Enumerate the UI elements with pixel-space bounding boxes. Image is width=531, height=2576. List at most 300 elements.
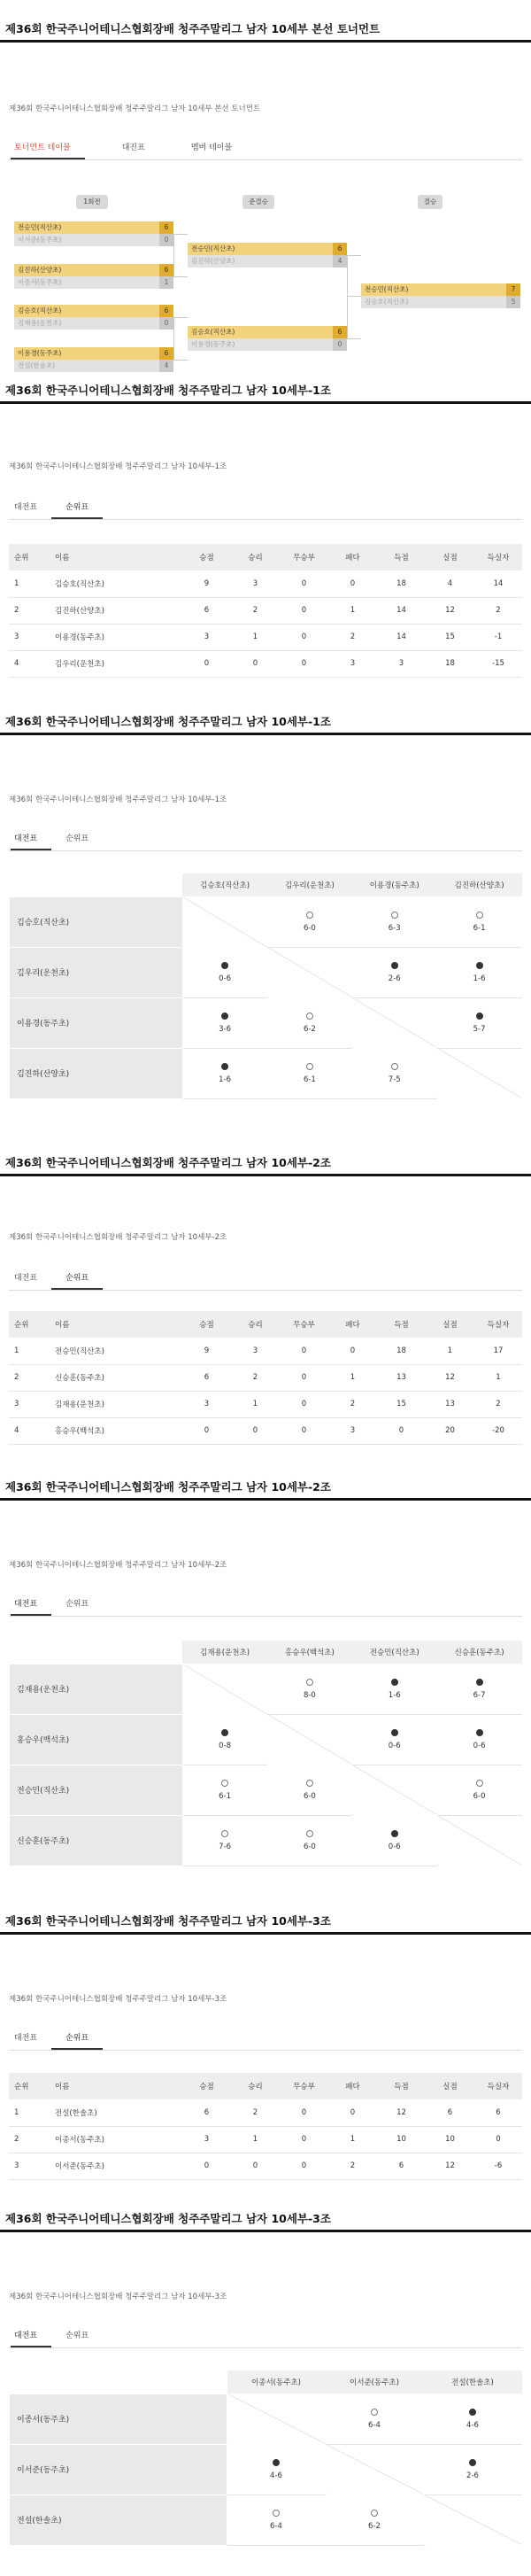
table-cell: 1 <box>328 597 377 624</box>
column-header: 득실자 <box>474 2073 522 2099</box>
table-cell: 3 <box>182 2126 231 2153</box>
table-cell: 13 <box>426 1391 474 1417</box>
table-cell: 6 <box>182 1364 231 1391</box>
win-marker-icon <box>391 912 398 919</box>
match-score: 1-6 <box>473 974 486 983</box>
group2-rank-tabs <box>0 1272 531 1291</box>
section-title: 제36회 한국주니어테니스협회장배 청주주말리그 남자 10세부 본선 토너먼트 <box>5 22 381 35</box>
table-row <box>9 650 522 677</box>
player-name: 전승민(직산초) <box>191 244 235 252</box>
table-cell: 0 <box>182 1417 231 1444</box>
win-marker-icon <box>306 1679 313 1686</box>
player-name: 이종서(동주초) <box>50 2126 182 2153</box>
tab-match-table[interactable]: 대전표 <box>14 2034 38 2043</box>
matrix-row <box>10 1815 522 1866</box>
win-marker-icon <box>476 1780 483 1787</box>
title-rule <box>0 733 531 735</box>
loss-marker-icon <box>476 1679 483 1686</box>
table-cell: 10 <box>377 2126 426 2153</box>
self-match-cell <box>267 1714 352 1765</box>
group3-match-tabs <box>0 2330 531 2348</box>
round-label-r1: 1회전 <box>76 195 108 209</box>
group2-match-section <box>0 1479 531 1501</box>
player-score: 6 <box>333 326 347 338</box>
player-score: 4 <box>159 360 173 372</box>
table-row <box>9 2153 522 2179</box>
table-cell: 0 <box>474 2126 522 2153</box>
win-marker-icon <box>476 912 483 919</box>
player-name: 전설(한솔초) <box>10 2495 227 2545</box>
table-cell: 3 <box>182 624 231 650</box>
win-marker-icon <box>391 1063 398 1070</box>
match-score: 6-0 <box>473 1791 486 1801</box>
tab-ranking[interactable]: 순위표 <box>65 834 89 843</box>
section-title: 제36회 한국주니어테니스협회장배 청주주말리그 남자 10세부-2조 <box>5 1480 331 1494</box>
match-score: 0-6 <box>473 1741 486 1750</box>
table-cell: 6 <box>377 2153 426 2179</box>
bracket-connector <box>347 255 348 339</box>
table-cell: 12 <box>377 2099 426 2126</box>
matrix-corner <box>10 873 183 896</box>
player-name: 김진하(산양초) <box>10 1048 183 1098</box>
section-title: 제36회 한국주니어테니스협회장배 청주주말리그 남자 10세부-3조 <box>5 2212 331 2225</box>
match-result-cell <box>267 1664 352 1714</box>
tab-ranking[interactable]: 순위표 <box>51 1272 103 1290</box>
bracket-match <box>361 283 520 308</box>
self-match-cell <box>267 947 352 997</box>
player-score: 6 <box>159 221 173 234</box>
title-rule <box>0 1174 531 1176</box>
match-score: 7-6 <box>219 1842 232 1851</box>
player-name: 김우리(운천초) <box>50 650 182 677</box>
table-cell: 2 <box>328 624 377 650</box>
section-title: 제36회 한국주니어테니스협회장배 청주주말리그 남자 10세부-1조 <box>5 384 331 397</box>
column-header: 승리 <box>231 2073 280 2099</box>
table-cell: 0 <box>280 570 328 597</box>
bracket-connector <box>173 234 174 277</box>
match-score: 0-6 <box>388 1741 401 1750</box>
column-header: 김우리(운천초) <box>267 873 352 896</box>
loss-marker-icon <box>391 1679 398 1686</box>
matrix-row <box>10 1765 522 1815</box>
group2-match-matrix <box>9 1641 522 1866</box>
column-header: 이서준(동주초) <box>326 2370 424 2394</box>
player-score: 6 <box>159 264 173 276</box>
match-score: 1-6 <box>219 1075 232 1084</box>
column-header: 이름 <box>50 2073 182 2099</box>
player-name: 이서준(동주초) <box>10 2444 227 2495</box>
bracket-match <box>188 243 347 268</box>
player-score: 0 <box>333 338 347 351</box>
tab-bracket[interactable]: 대진표 <box>121 144 145 152</box>
bracket-connector <box>347 338 361 339</box>
table-cell: 4 <box>426 570 474 597</box>
loss-marker-icon <box>469 2459 476 2466</box>
player-name: 이서준(동주초) <box>50 2153 182 2179</box>
table-cell: 3 <box>328 1417 377 1444</box>
bracket-player <box>14 264 173 276</box>
match-result-cell <box>352 896 437 947</box>
table-cell: 3 <box>182 1391 231 1417</box>
table-cell: 2 <box>474 1391 522 1417</box>
player-name: 김진하(산양초) <box>50 597 182 624</box>
player-name: 전설(한솔초) <box>18 361 56 369</box>
loss-marker-icon <box>391 1830 398 1837</box>
match-score: 6-0 <box>303 923 316 933</box>
win-marker-icon <box>306 1830 313 1837</box>
section-title: 제36회 한국주니어테니스협회장배 청주주말리그 남자 10세부-2조 <box>5 1156 331 1169</box>
column-header: 패다 <box>328 1311 377 1338</box>
match-result-cell <box>424 2444 522 2495</box>
table-cell: 3 <box>9 1391 50 1417</box>
group3-rank-section <box>0 1913 531 1935</box>
tab-divider <box>9 850 522 851</box>
bracket-match <box>14 305 173 330</box>
match-result-cell <box>437 1714 522 1765</box>
match-result-cell <box>326 2394 424 2444</box>
match-score: 6-0 <box>303 1842 316 1851</box>
win-marker-icon <box>306 912 313 919</box>
table-cell: 1 <box>9 570 50 597</box>
self-match-cell <box>424 2495 522 2545</box>
column-header: 실점 <box>426 2073 474 2099</box>
player-score: 6 <box>159 347 173 360</box>
rank-header-row <box>9 1311 522 1338</box>
column-header: 홍승우(백석초) <box>267 1641 352 1664</box>
win-marker-icon <box>306 1780 313 1787</box>
match-result-cell <box>437 947 522 997</box>
title-rule <box>0 2230 531 2232</box>
self-match-cell <box>182 896 267 947</box>
column-header: 승점 <box>182 544 231 570</box>
table-row <box>9 1391 522 1417</box>
player-name: 김진하(산양초) <box>18 266 62 274</box>
match-result-cell <box>227 2495 326 2545</box>
match-score: 6-1 <box>303 1075 316 1084</box>
table-cell: 0 <box>280 1417 328 1444</box>
table-cell: 3 <box>231 1338 280 1364</box>
player-score: 0 <box>159 317 173 330</box>
column-header: 김진하(산양초) <box>437 873 522 896</box>
table-cell: 2 <box>474 597 522 624</box>
bracket-match <box>14 347 173 372</box>
player-name: 이서준(동주초) <box>18 236 62 244</box>
bracket-player <box>14 347 173 360</box>
column-header: 무승부 <box>280 2073 328 2099</box>
bracket-match <box>14 221 173 246</box>
table-cell: 1 <box>231 2126 280 2153</box>
table-cell: 0 <box>280 2126 328 2153</box>
match-result-cell <box>267 1765 352 1815</box>
column-header: 득점 <box>377 2073 426 2099</box>
player-name: 홍승우(백석초) <box>50 1417 182 1444</box>
player-score: 5 <box>506 296 520 308</box>
tab-match-table[interactable]: 대전표 <box>11 833 51 850</box>
self-match-cell <box>437 1048 522 1098</box>
bracket-player <box>14 276 173 289</box>
match-result-cell <box>227 2444 326 2495</box>
table-cell: 1 <box>231 1391 280 1417</box>
table-cell: 2 <box>9 597 50 624</box>
win-marker-icon <box>306 1013 313 1020</box>
section-subtitle: 제36회 한국주니어테니스협회장배 청주주말리그 남자 10세부-2조 <box>9 1561 227 1570</box>
tab-match-table[interactable]: 대전표 <box>11 2330 51 2347</box>
table-cell: 17 <box>474 1338 522 1364</box>
table-cell: 1 <box>9 1338 50 1364</box>
match-result-cell <box>437 997 522 1048</box>
column-header: 승점 <box>182 1311 231 1338</box>
table-cell: 0 <box>377 1417 426 1444</box>
round-label-sf: 준결승 <box>242 195 274 209</box>
section-subtitle: 제36회 한국주니어테니스협회장배 청주주말리그 남자 10세부-2조 <box>9 1233 227 1242</box>
column-header: 무승부 <box>280 1311 328 1338</box>
match-score: 6-7 <box>473 1690 486 1700</box>
table-cell: 2 <box>231 1364 280 1391</box>
table-cell: 3 <box>328 650 377 677</box>
table-cell: 2 <box>9 2126 50 2153</box>
match-score: 6-4 <box>368 2420 381 2430</box>
win-marker-icon <box>371 2409 378 2416</box>
column-header: 순위 <box>9 1311 50 1338</box>
self-match-cell <box>437 1815 522 1866</box>
loss-marker-icon <box>469 2409 476 2416</box>
matrix-header-row <box>10 873 522 896</box>
column-header: 승리 <box>231 1311 280 1338</box>
table-row <box>9 2126 522 2153</box>
bracket-connector <box>173 317 174 361</box>
player-name: 김재용(운천초) <box>50 1391 182 1417</box>
matrix-corner <box>10 1641 183 1664</box>
tab-ranking[interactable]: 순위표 <box>65 2332 89 2340</box>
table-cell: 6 <box>182 597 231 624</box>
self-match-cell <box>326 2444 424 2495</box>
table-cell: -15 <box>474 650 522 677</box>
table-cell: 1 <box>328 1364 377 1391</box>
column-header: 득점 <box>377 544 426 570</box>
table-cell: 2 <box>328 2153 377 2179</box>
bracket-match <box>14 264 173 289</box>
bracket-player <box>361 296 520 308</box>
table-cell: 0 <box>231 650 280 677</box>
bracket-connector <box>173 317 188 318</box>
match-score: 6-1 <box>219 1791 232 1801</box>
match-result-cell <box>182 947 267 997</box>
table-cell: 0 <box>182 650 231 677</box>
match-result-cell <box>437 896 522 947</box>
column-header: 이름 <box>50 544 182 570</box>
table-cell: 3 <box>9 2153 50 2179</box>
bracket-player <box>14 234 173 246</box>
column-header: 득실자 <box>474 544 522 570</box>
tab-ranking[interactable]: 순위표 <box>65 1600 89 1609</box>
rank-header-row <box>9 2073 522 2099</box>
loss-marker-icon <box>221 1013 228 1020</box>
match-result-cell <box>182 1765 267 1815</box>
player-score: 1 <box>159 276 173 289</box>
table-cell: 0 <box>280 1338 328 1364</box>
table-row <box>9 624 522 650</box>
player-score: 7 <box>506 283 520 296</box>
table-cell: 9 <box>182 570 231 597</box>
group1-rank-tabs <box>0 501 531 520</box>
table-cell: 2 <box>328 1391 377 1417</box>
table-cell: 15 <box>377 1391 426 1417</box>
table-cell: 3 <box>9 624 50 650</box>
table-cell: 0 <box>231 2153 280 2179</box>
table-row <box>9 570 522 597</box>
section-subtitle: 제36회 한국주니어테니스협회장배 청주주말리그 남자 10세부-1조 <box>9 462 227 471</box>
self-match-cell <box>352 997 437 1048</box>
loss-marker-icon <box>221 1063 228 1070</box>
table-cell: 0 <box>280 1364 328 1391</box>
table-cell: -20 <box>474 1417 522 1444</box>
loss-marker-icon <box>476 962 483 969</box>
table-cell: 0 <box>231 1417 280 1444</box>
self-match-cell <box>352 1765 437 1815</box>
match-score: 6-4 <box>270 2521 282 2531</box>
matrix-header-row <box>10 1641 522 1664</box>
player-name: 이종서(동주초) <box>10 2394 227 2444</box>
group3-rank-tabs <box>0 2032 531 2051</box>
column-header: 김재용(운천초) <box>182 1641 267 1664</box>
section-subtitle: 제36회 한국주니어테니스협회장배 청주주말리그 남자 10세부-1조 <box>9 795 227 804</box>
table-cell: 12 <box>426 2153 474 2179</box>
table-cell: -1 <box>474 624 522 650</box>
table-cell: 18 <box>426 650 474 677</box>
table-cell: 14 <box>474 570 522 597</box>
player-name: 김승호(직산초) <box>191 328 235 336</box>
match-result-cell <box>182 1714 267 1765</box>
table-cell: 0 <box>280 624 328 650</box>
section-title: 제36회 한국주니어테니스협회장배 청주주말리그 남자 10세부-1조 <box>5 715 331 728</box>
player-name: 이용경(동주초) <box>191 340 235 348</box>
player-name: 이용경(동주초) <box>18 349 62 357</box>
match-result-cell <box>326 2495 424 2545</box>
bracket-connector <box>173 234 188 235</box>
match-score: 3-6 <box>219 1024 232 1034</box>
table-cell: 3 <box>377 650 426 677</box>
column-header: 승리 <box>231 544 280 570</box>
tab-member-table[interactable]: 멤버 테이블 <box>190 144 233 152</box>
match-result-cell <box>352 1714 437 1765</box>
loss-marker-icon <box>221 1729 228 1736</box>
player-name: 전승민(직산초) <box>10 1765 183 1815</box>
match-result-cell <box>267 997 352 1048</box>
loss-marker-icon <box>476 1013 483 1020</box>
match-result-cell <box>352 1815 437 1866</box>
matrix-header-row <box>10 2370 522 2394</box>
tab-match-table[interactable]: 대전표 <box>14 503 38 512</box>
tab-divider <box>9 1290 522 1291</box>
table-cell: 1 <box>426 1338 474 1364</box>
tab-ranking[interactable]: 순위표 <box>51 2032 103 2050</box>
column-header: 패다 <box>328 2073 377 2099</box>
tab-match-table[interactable]: 대전표 <box>14 1274 38 1283</box>
table-row <box>9 1417 522 1444</box>
match-score: 0-6 <box>388 1842 401 1851</box>
group2-match-tabs <box>0 1598 531 1617</box>
player-name: 신승훈(동주초) <box>50 1364 182 1391</box>
matrix-row <box>10 1664 522 1714</box>
player-name: 신승훈(동주초) <box>10 1815 183 1866</box>
table-row <box>9 1364 522 1391</box>
matrix-row <box>10 2394 522 2444</box>
match-result-cell <box>182 997 267 1048</box>
match-score: 4-6 <box>466 2420 479 2430</box>
table-cell: 13 <box>377 1364 426 1391</box>
bracket-player <box>14 360 173 372</box>
column-header: 이종서(동주초) <box>227 2370 326 2394</box>
player-name: 이종서(동주초) <box>18 278 62 286</box>
match-score: 8-0 <box>303 1690 316 1700</box>
win-marker-icon <box>221 1780 228 1787</box>
player-score: 0 <box>159 234 173 246</box>
bracket-player <box>188 326 347 338</box>
group1-match-section <box>0 714 531 735</box>
table-cell: 15 <box>426 624 474 650</box>
title-rule <box>0 1498 531 1501</box>
bracket-player <box>14 317 173 330</box>
table-row <box>9 597 522 624</box>
player-name: 김승호(직산초) <box>365 298 409 306</box>
match-score: 5-7 <box>473 1024 486 1034</box>
section-subtitle: 제36회 한국주니어테니스협회장배 청주주말리그 남자 10세부-3조 <box>9 2293 227 2301</box>
table-cell: 1 <box>231 624 280 650</box>
group1-rank-section <box>0 383 531 404</box>
matrix-row <box>10 997 522 1048</box>
title-rule <box>0 40 531 43</box>
match-score: 7-5 <box>388 1075 401 1084</box>
table-cell: 3 <box>231 570 280 597</box>
section-subtitle: 제36회 한국주니어테니스협회장배 청주주말리그 남자 10세부 본선 토너먼트 <box>9 105 261 113</box>
player-name: 전승민(직산초) <box>50 1338 182 1364</box>
table-cell: 0 <box>328 2099 377 2126</box>
group2-rank-table <box>9 1311 522 1445</box>
match-result-cell <box>352 947 437 997</box>
title-rule <box>0 1932 531 1935</box>
group3-match-matrix <box>9 2370 522 2546</box>
player-name: 김승호(직산초) <box>18 306 62 314</box>
match-result-cell <box>352 1048 437 1098</box>
table-cell: 9 <box>182 1338 231 1364</box>
player-name: 김승호(직산초) <box>10 896 183 947</box>
column-header: 전설(한솔초) <box>424 2370 522 2394</box>
player-name: 김우리(운천초) <box>10 947 183 997</box>
table-cell: 0 <box>182 2153 231 2179</box>
table-cell: 18 <box>377 1338 426 1364</box>
match-result-cell <box>437 1664 522 1714</box>
player-score: 4 <box>333 255 347 268</box>
column-header: 승점 <box>182 2073 231 2099</box>
loss-marker-icon <box>221 962 228 969</box>
table-cell: 2 <box>9 1364 50 1391</box>
match-score: 2-6 <box>466 2471 479 2480</box>
column-header: 무승부 <box>280 544 328 570</box>
table-cell: 0 <box>328 570 377 597</box>
match-score: 1-6 <box>388 1690 401 1700</box>
tab-ranking[interactable]: 순위표 <box>51 501 103 519</box>
match-result-cell <box>267 896 352 947</box>
tab-match-table[interactable]: 대전표 <box>11 1598 51 1616</box>
tab-tournament-table[interactable]: 토너먼트 테이블 <box>11 142 85 159</box>
tab-divider <box>9 159 522 160</box>
column-header: 김승호(직산초) <box>182 873 267 896</box>
match-result-cell <box>352 1664 437 1714</box>
player-score: 6 <box>333 243 347 255</box>
table-cell: -6 <box>474 2153 522 2179</box>
table-cell: 0 <box>280 2099 328 2126</box>
match-result-cell <box>267 1048 352 1098</box>
